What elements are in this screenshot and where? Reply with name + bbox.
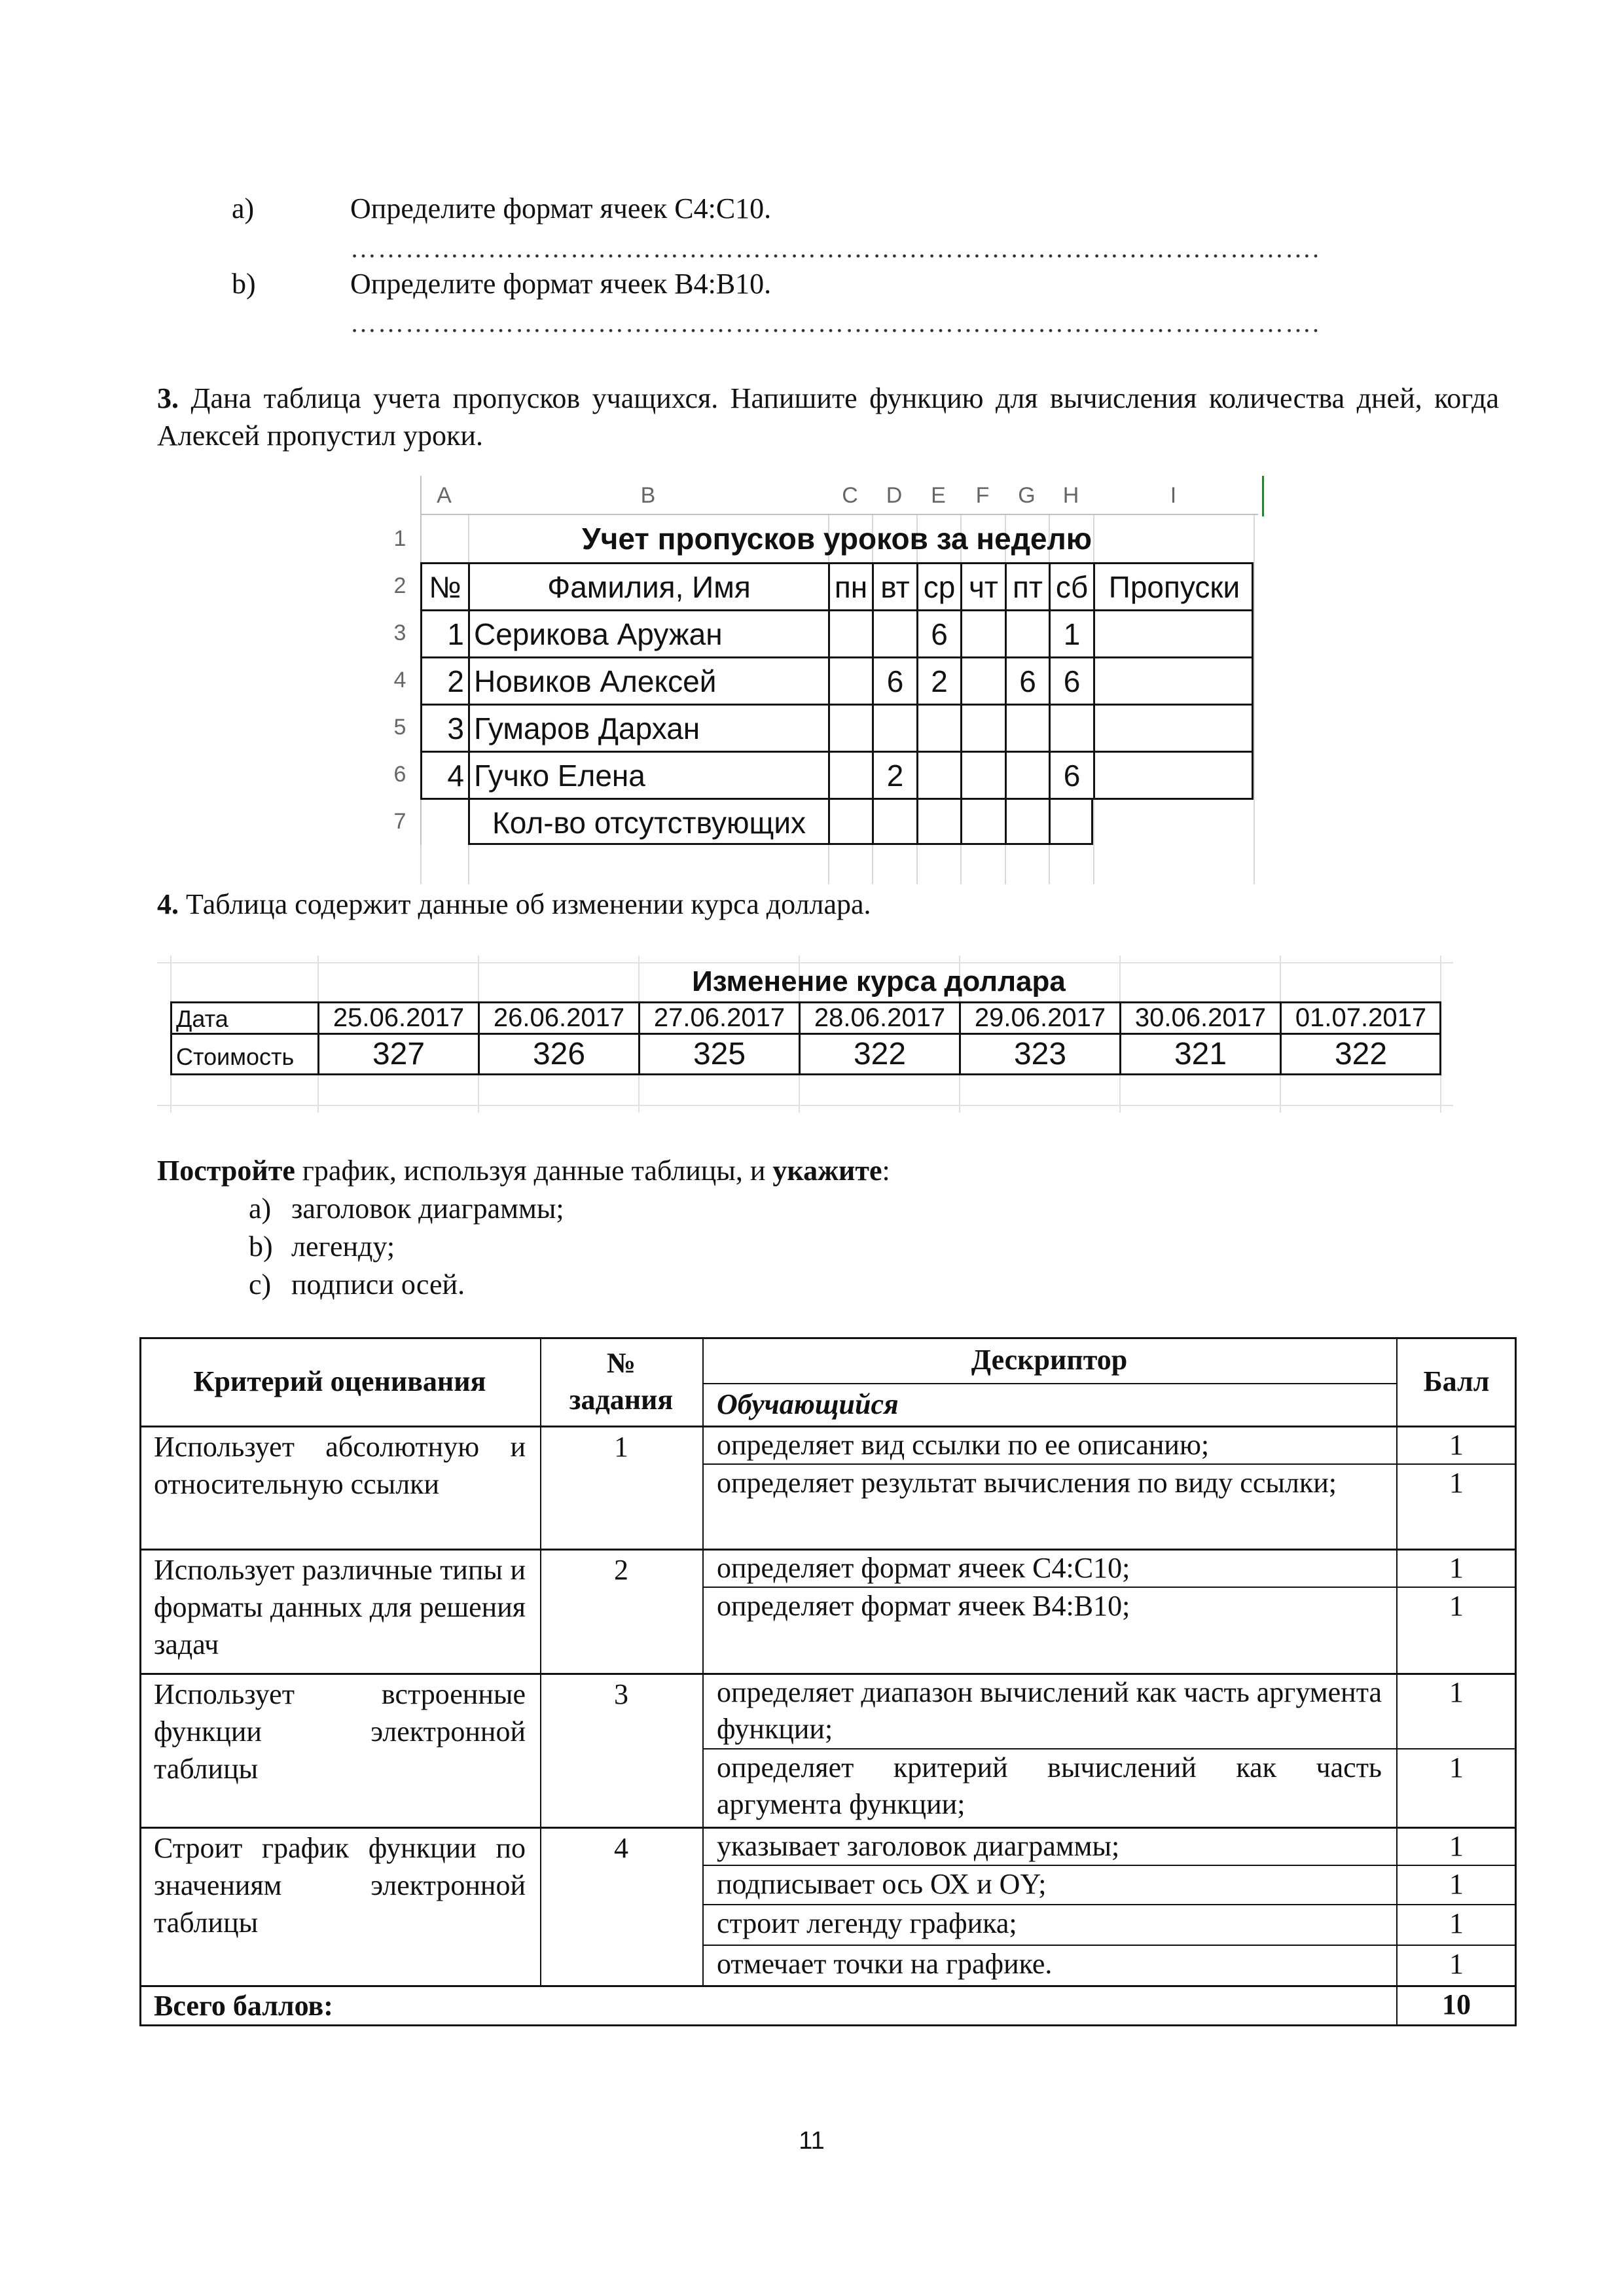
column-header: D (886, 482, 903, 508)
descriptor-divider (702, 1904, 1517, 1905)
criterion-cell: Использует абсолютную и относительную ссылки (154, 1431, 526, 1501)
descriptor-divider (702, 1748, 1517, 1749)
absence-cell: 6 (872, 656, 916, 704)
absence-cell: 2 (916, 656, 960, 704)
task-number-header (540, 1337, 702, 1426)
task-number-cell: 2 (614, 1554, 628, 1586)
score-cell: 1 (1449, 1751, 1464, 1784)
absence-cell (960, 656, 1005, 704)
build-item-c-text: подписи осей. (291, 1268, 465, 1300)
column-header-cell: вт (872, 562, 916, 609)
task-number-label: задания (569, 1383, 674, 1416)
assessment-criteria-table (139, 1337, 1517, 2031)
descriptor-cell: строит легенду графика; (717, 1907, 1017, 1939)
column-header: G (1018, 482, 1036, 508)
sheet2-title: Изменение курса доллара (692, 965, 1066, 997)
descriptor-cell: определяет формат ячеек В4:В10; (717, 1590, 1130, 1622)
price-cell: 327 (317, 1033, 478, 1073)
column-header: H (1062, 482, 1079, 508)
absent-count-label: Кол-во отсутствующих (468, 798, 828, 845)
question-a-text: Определите формат ячеек С4:С10. (350, 192, 772, 224)
absence-cell: 6 (1005, 656, 1049, 704)
score-cell: 1 (1449, 1467, 1464, 1499)
criterion-header: Критерий оценивания (193, 1365, 486, 1397)
descriptor-divider (702, 1587, 1517, 1588)
descriptor-cell: определяет вид ссылки по ее описанию; (717, 1429, 1210, 1461)
sheet2-right-border (1439, 1001, 1441, 1075)
sheet1-footer-right (1091, 798, 1093, 845)
attendance-spreadsheet (380, 476, 1270, 848)
build-item-b-text: легенду; (291, 1230, 395, 1263)
absence-cell (916, 704, 960, 751)
task-number-cell: 1 (614, 1431, 628, 1463)
sheet1-right-edge (1262, 476, 1264, 516)
row-number: 4 (393, 667, 406, 692)
column-header-cell: Фамилия, Имя (468, 562, 828, 609)
build-item-a-text: заголовок диаграммы; (291, 1193, 564, 1225)
student-name-cell: Серикова Аружан (468, 609, 828, 656)
column-header-cell: № (420, 562, 468, 609)
absent-count-cell (872, 798, 916, 845)
price-cell: 326 (478, 1033, 638, 1073)
absence-cell (1005, 704, 1049, 751)
date-cell: 29.06.2017 (959, 1001, 1119, 1033)
sheet1-title: Учет пропусков уроков за неделю (582, 522, 1092, 556)
absence-cell (1005, 751, 1049, 798)
date-row-label: Дата (170, 1001, 317, 1033)
col-divider-2 (702, 1337, 704, 1985)
build-item-b-marker: b) (249, 1230, 273, 1263)
build-item-c-marker: c) (249, 1268, 272, 1300)
task4-text: Таблица содержит данные об изменении курса доллара. (186, 888, 871, 920)
absence-cell (1093, 656, 1254, 704)
header-bottom-rule (139, 1426, 1517, 1427)
build-bold-1: Постройте (157, 1155, 295, 1187)
dollar-rate-spreadsheet (157, 956, 1453, 1113)
price-cell: 325 (638, 1033, 799, 1073)
task3-number: 3. (157, 382, 179, 414)
learner-top-rule (702, 1383, 1396, 1384)
score-cell: 1 (1449, 1552, 1464, 1584)
build-text-1: график, используя данные таблицы, и (295, 1155, 773, 1187)
table-left-border (139, 1337, 141, 2026)
build-task-instruction (157, 1152, 890, 1189)
row-number: 1 (393, 526, 406, 551)
absence-cell (960, 704, 1005, 751)
score-cell: 1 (1449, 1590, 1464, 1622)
descriptor-header: Дескриптор (971, 1344, 1128, 1376)
absence-cell (1005, 609, 1049, 656)
absence-cell (1093, 704, 1254, 751)
criterion-cell: Использует встроенные функции электронной таблицы (154, 1678, 526, 1785)
descriptor-cell: отмечает точки на графике. (717, 1948, 1053, 1980)
column-header: B (640, 482, 656, 508)
price-cell: 323 (959, 1033, 1119, 1073)
date-cell: 27.06.2017 (638, 1001, 799, 1033)
row-number: 2 (393, 573, 406, 598)
column-header-cell: Пропуски (1093, 562, 1254, 609)
build-item-a-marker: a) (249, 1193, 272, 1225)
descriptor-cell: определяет диапазон вычислений как часть аргумента функции; (717, 1676, 1382, 1745)
absence-cell (916, 751, 960, 798)
absent-count-cell (960, 798, 1005, 845)
column-header-cell: пт (1005, 562, 1049, 609)
column-header-cell: сб (1049, 562, 1093, 609)
absence-cell (828, 751, 872, 798)
absent-count-cell (828, 798, 872, 845)
score-header: Балл (1423, 1365, 1490, 1397)
criterion-cell: Строит график функции по значениям электронной таблицы (154, 1832, 526, 1939)
descriptor-divider (702, 1945, 1517, 1946)
price-row-label: Стоимость (170, 1033, 317, 1073)
col-divider-1 (540, 1337, 541, 1985)
column-header-cell: ср (916, 562, 960, 609)
date-cell: 01.07.2017 (1280, 1001, 1440, 1033)
column-header: A (437, 482, 452, 508)
absence-cell (828, 609, 872, 656)
absence-cell: 6 (1049, 656, 1093, 704)
row-number: 5 (393, 714, 406, 740)
table-bottom-border (139, 2024, 1517, 2026)
column-header-cell: пн (828, 562, 872, 609)
column-header: I (1170, 482, 1177, 508)
group-divider (139, 1673, 1517, 1675)
sheet1-gridline (1254, 515, 1255, 884)
build-text-2: : (882, 1155, 890, 1187)
task-number-symbol: № (606, 1346, 636, 1379)
sheet2-gridline (157, 1105, 1453, 1106)
score-cell: 1 (1449, 1429, 1464, 1461)
date-cell: 25.06.2017 (317, 1001, 478, 1033)
task-number-cell: 3 (614, 1678, 628, 1710)
absence-cell (872, 704, 916, 751)
task3-paragraph (157, 380, 1499, 454)
descriptor-cell: определяет критерий вычислений как часть аргумента функции; (717, 1751, 1382, 1820)
sheet1-right-border (1252, 562, 1254, 800)
student-name-cell: Гучко Елена (468, 751, 828, 798)
absence-cell: 2 (872, 751, 916, 798)
student-number-cell: 3 (420, 704, 468, 751)
task4-number: 4. (157, 888, 179, 920)
absence-cell (828, 656, 872, 704)
question-a-marker: a) (232, 192, 255, 224)
row-number: 7 (393, 808, 406, 834)
score-cell: 1 (1449, 1907, 1464, 1939)
row-number: 3 (393, 620, 406, 645)
price-cell: 321 (1119, 1033, 1280, 1073)
row-number: 6 (393, 761, 406, 787)
student-number-cell: 4 (420, 751, 468, 798)
build-bold-2: укажите (772, 1155, 882, 1187)
absence-cell (872, 609, 916, 656)
absent-count-cell (1005, 798, 1049, 845)
absent-count-cell (1049, 798, 1093, 845)
date-cell: 28.06.2017 (799, 1001, 959, 1033)
task4-paragraph (157, 886, 871, 923)
price-cell: 322 (799, 1033, 959, 1073)
sheet1-footer-bottom (468, 843, 1093, 845)
descriptor-cell: подписывает ось ОХ и ОY; (717, 1868, 1047, 1900)
score-cell: 1 (1449, 1868, 1464, 1900)
student-name-cell: Гумаров Дархан (468, 704, 828, 751)
page-number: 11 (799, 2127, 825, 2155)
column-header-cell: чт (960, 562, 1005, 609)
group-divider (139, 1549, 1517, 1551)
answer-line-b: ……………………………………………………………………………………………. (350, 315, 1320, 335)
score-cell: 1 (1449, 1948, 1464, 1980)
question-b-marker: b) (232, 268, 256, 300)
score-cell: 1 (1449, 1830, 1464, 1862)
descriptor-cell: определяет результат вычисления по виду ссылки; (717, 1467, 1337, 1499)
column-header: F (975, 482, 990, 508)
criterion-cell: Использует различные типы и форматы данных для решения задач (154, 1554, 526, 1661)
col-divider-3 (1396, 1337, 1398, 2024)
absence-cell (1093, 609, 1254, 656)
group-divider (139, 1985, 1517, 1987)
absence-cell (828, 704, 872, 751)
total-label: Всего баллов: (154, 1990, 333, 2022)
absence-cell (1049, 704, 1093, 751)
descriptor-divider (702, 1463, 1517, 1465)
student-number-cell: 2 (420, 656, 468, 704)
column-header: C (842, 482, 858, 508)
absence-cell: 6 (916, 609, 960, 656)
absence-cell: 1 (1049, 609, 1093, 656)
date-cell: 30.06.2017 (1119, 1001, 1280, 1033)
student-number-cell: 1 (420, 609, 468, 656)
table-top-border (139, 1337, 1517, 1339)
descriptor-cell: указывает заголовок диаграммы; (717, 1830, 1120, 1862)
absence-cell (960, 609, 1005, 656)
absence-cell (960, 751, 1005, 798)
student-name-cell: Новиков Алексей (468, 656, 828, 704)
task-number-cell: 4 (614, 1832, 628, 1864)
table-right-border (1515, 1337, 1517, 2026)
task3-text: Дана таблица учета пропусков учащихся. Напишите функцию для вычисления количества дней, когда Алексей пропустил уроки. (157, 382, 1500, 452)
total-value: 10 (1442, 1988, 1471, 2020)
learner-subheader: Обучающийся (717, 1388, 899, 1420)
sheet2-bottom-border (170, 1073, 1441, 1075)
score-cell: 1 (1449, 1676, 1464, 1708)
absence-cell (1093, 751, 1254, 798)
question-b-text: Определите формат ячеек В4:В10. (350, 268, 772, 300)
absent-count-cell (916, 798, 960, 845)
column-header: E (931, 482, 946, 508)
date-cell: 26.06.2017 (478, 1001, 638, 1033)
absence-cell: 6 (1049, 751, 1093, 798)
answer-line-a: ……………………………………………………………………………………………. (350, 241, 1320, 260)
descriptor-divider (702, 1865, 1517, 1866)
price-cell: 322 (1280, 1033, 1440, 1073)
descriptor-cell: определяет формат ячеек С4:С10; (717, 1552, 1130, 1584)
group-divider (139, 1827, 1517, 1829)
